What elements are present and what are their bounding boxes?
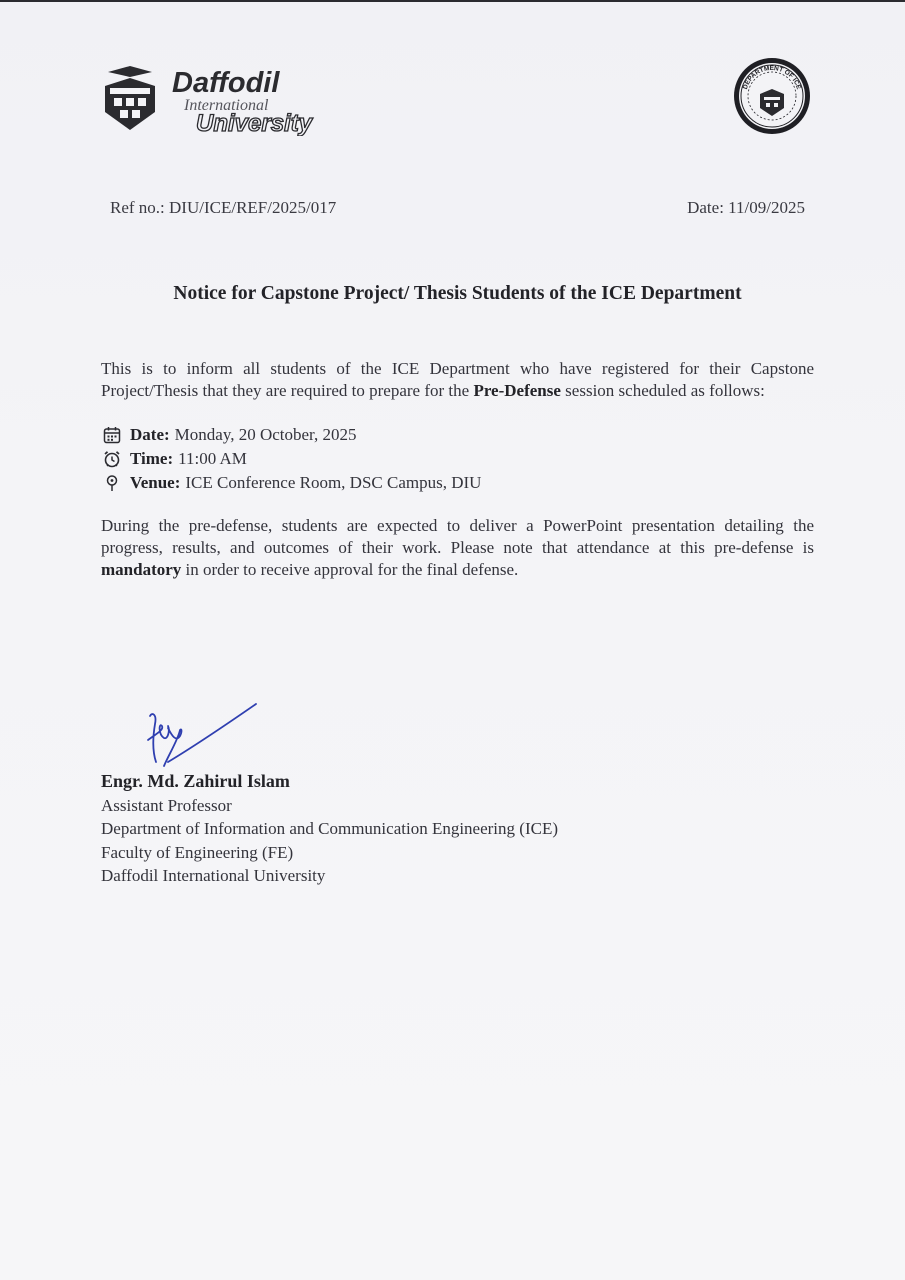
signer-block [101,770,558,888]
svg-text:DEPARTMENT OF ICE: DEPARTMENT OF ICE [741,64,803,91]
notice-title: Notice for Capstone Project/ Thesis Students of the ICE Department [173,283,742,304]
page-top-edge [0,0,905,2]
body-paragraph: During the pre-defense, students are expected to deliver a PowerPoint presentation detailing the progress, results, and outcomes of their work. Please note that attendance at this pre-defense is mandatory in order to receive approval for the final defense. [101,516,814,579]
university-logo [100,64,360,136]
svg-text:University: University [196,110,313,136]
detail-venue-row: Venue: ICE Conference Room, DSC Campus, DIU [103,471,703,495]
alarm-clock-icon [103,450,121,468]
crest-icon [105,66,155,130]
detail-date-value: Monday, 20 October, 2025 [174,425,357,444]
svg-text:Daffodil: Daffodil [172,67,280,99]
detail-venue-value: ICE Conference Room, DSC Campus, DIU [185,473,482,492]
signer-department: Department of Information and Communication Engineering (ICE) [101,819,558,838]
reference-number: Ref no.: DIU/ICE/REF/2025/017 [110,198,337,217]
handwritten-signature [138,700,268,770]
signer-name: Engr. Md. Zahirul Islam [101,771,290,791]
mandatory-emphasis: mandatory [101,560,182,579]
detail-time-value: 11:00 AM [178,449,247,468]
pre-defense-emphasis: Pre-Defense [473,381,561,400]
calendar-icon [103,426,121,444]
detail-time-row: Time: 11:00 AM [103,447,703,471]
notice-date: Date: 11/09/2025 [687,198,805,217]
signer-faculty: Faculty of Engineering (FE) [101,842,294,862]
detail-date-row: Date: Monday, 20 October, 2025 [103,423,703,447]
department-seal [732,56,812,136]
signer-designation: Assistant Professor [101,795,232,815]
schedule-details [103,423,703,495]
location-pin-icon [103,474,121,492]
intro-paragraph: This is to inform all students of the ICE Department who have registered for their Capstone Project/Thesis that they are required to prepare for the Pre-Defense session scheduled as follows: [101,359,814,400]
signer-university: Daffodil International University [101,866,326,885]
svg-text:International: International [184,97,269,114]
